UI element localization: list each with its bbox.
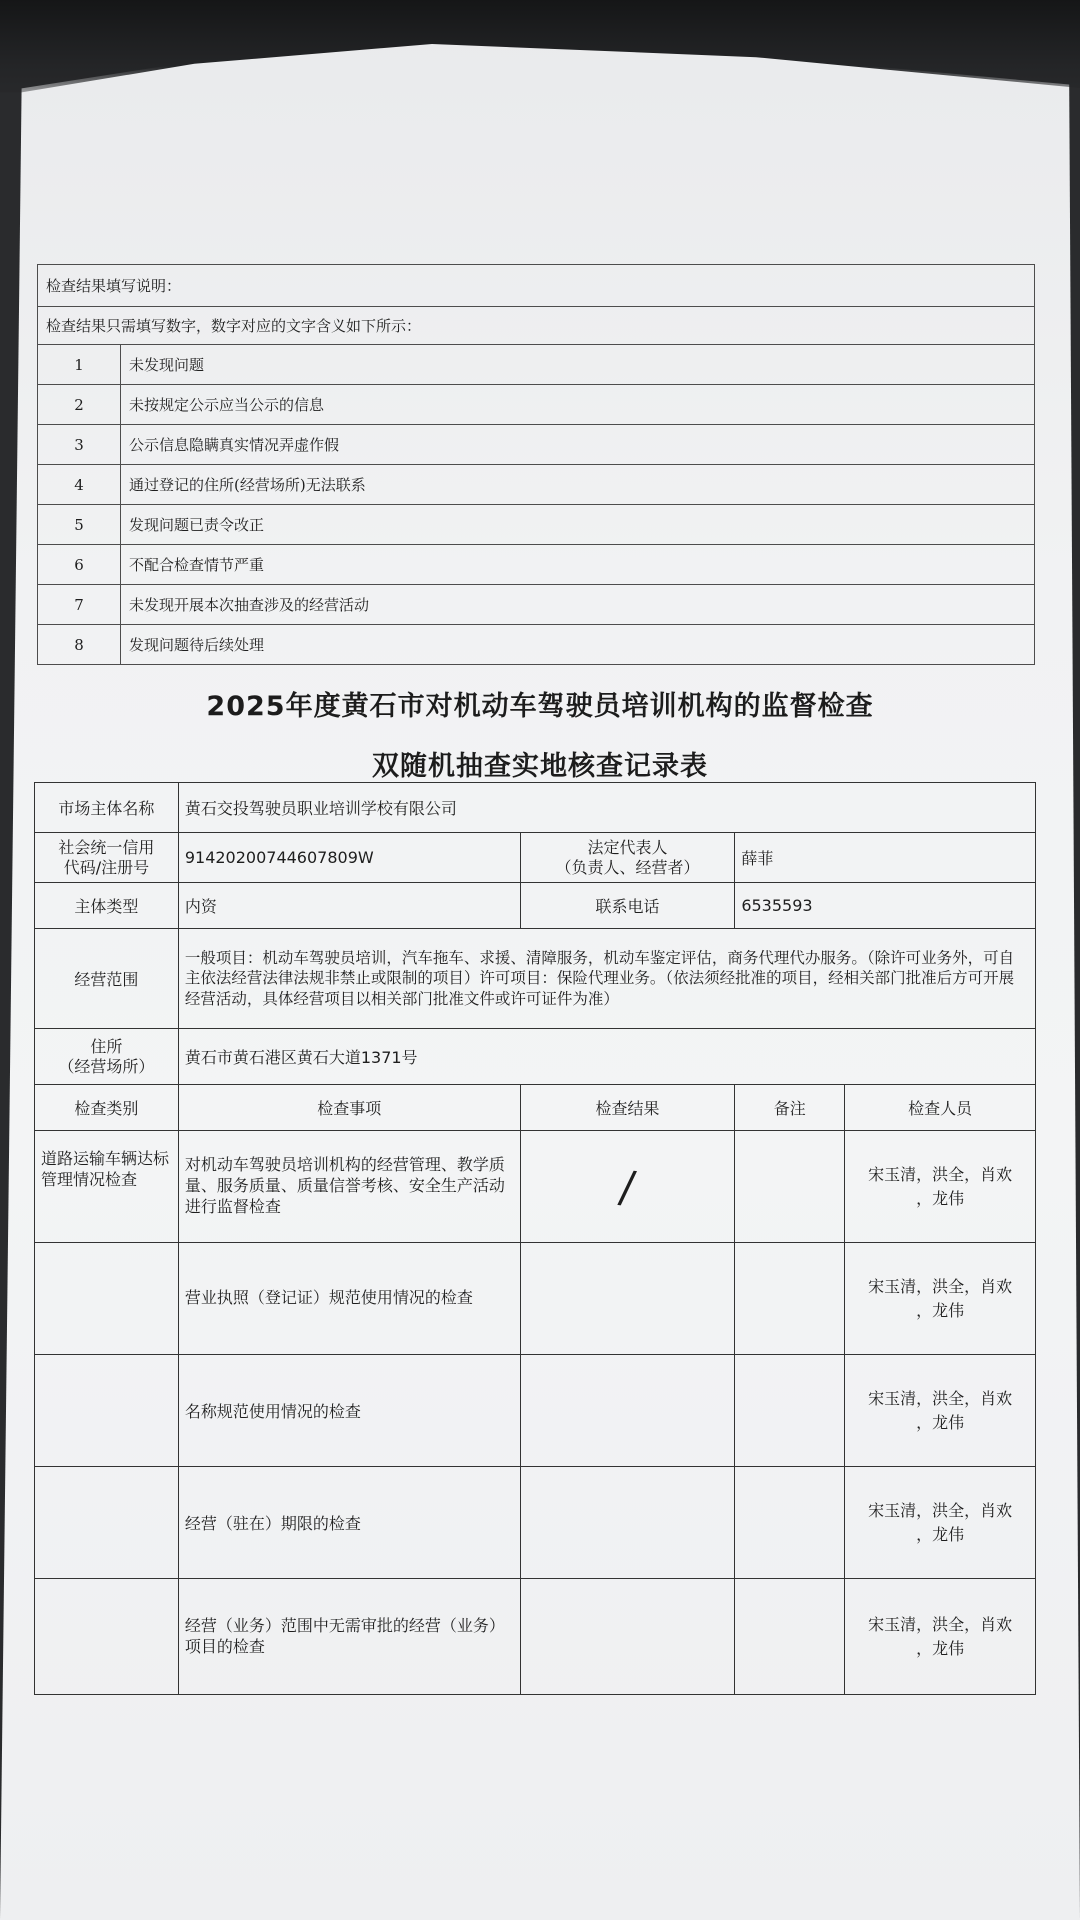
inspection-result-mark: / (513, 1116, 741, 1257)
legal-rep-label-line: （负责人、经营者） (555, 857, 700, 877)
inspection-result (520, 1579, 735, 1695)
legend-number: 2 (38, 385, 121, 425)
inspectors-cell (845, 1131, 1036, 1243)
legend-row (38, 585, 1035, 625)
credit-code-value: 91420200744607809W (178, 833, 520, 883)
inspectors-line: ，龙伟 (916, 1638, 965, 1658)
legend-number: 1 (38, 345, 121, 385)
legend-row (38, 625, 1035, 665)
legend-number: 3 (38, 425, 121, 465)
legend-number: 7 (38, 585, 121, 625)
inspection-remark (735, 1243, 845, 1355)
credit-code-label (35, 833, 179, 883)
inspection-result (520, 1467, 735, 1579)
table-row (35, 1243, 1036, 1355)
inspection-result (520, 1243, 735, 1355)
legend-row (38, 385, 1035, 425)
legal-rep-value: 薛菲 (735, 833, 1036, 883)
credit-code-label-line: 社会统一信用 (58, 838, 155, 858)
inspection-record-table (34, 782, 1036, 1695)
inspection-item: 营业执照（登记证）规范使用情况的检查 (178, 1243, 520, 1355)
legend-meaning: 发现问题已责令改正 (121, 505, 1035, 545)
entity-name-value: 黄石交投驾驶员职业培训学校有限公司 (178, 783, 1035, 833)
legend-meaning: 通过登记的住所(经营场所)无法联系 (121, 465, 1035, 505)
result-legend-table (37, 264, 1035, 665)
table-row (35, 1355, 1036, 1467)
inspection-category: 道路运输车辆达标管理情况检查 (35, 1131, 179, 1243)
credit-code-label-line: 代码/注册号 (63, 857, 150, 877)
inspectors-cell (845, 1467, 1036, 1579)
business-scope-label: 经营范围 (35, 929, 179, 1029)
inspection-item: 名称规范使用情况的检查 (178, 1355, 520, 1467)
legend-instruction: 检查结果只需填写数字，数字对应的文字含义如下所示： (38, 307, 1035, 345)
column-header-inspectors: 检查人员 (845, 1085, 1036, 1131)
entity-name-label: 市场主体名称 (35, 783, 179, 833)
legal-rep-label (520, 833, 735, 883)
column-header-result: 检查结果 (520, 1085, 735, 1131)
inspectors-line: 宋玉清，洪全，肖欢 (868, 1389, 1013, 1409)
inspection-category-empty (35, 1243, 179, 1355)
inspection-category-empty (35, 1579, 179, 1695)
legend-row (38, 345, 1035, 385)
inspectors-cell (845, 1579, 1036, 1695)
inspection-category-empty (35, 1467, 179, 1579)
inspection-remark (735, 1467, 845, 1579)
table-row (35, 1467, 1036, 1579)
inspection-remark (735, 1579, 845, 1695)
address-label (35, 1029, 179, 1085)
legend-row (38, 505, 1035, 545)
inspection-remark (735, 1355, 845, 1467)
legend-number: 6 (38, 545, 121, 585)
column-header-item: 检查事项 (178, 1085, 520, 1131)
legend-meaning: 未发现问题 (121, 345, 1035, 385)
business-scope-value: 一般项目：机动车驾驶员培训，汽车拖车、求援、清障服务，机动车鉴定评估，商务代理代办服务。（除许可业务外，可自主依法经营法律法规非禁止或限制的项目）许可项目：保险代理业务。（依法须经批准的项目，经相关部门批准后方可开展经营活动，具体经营项目以相关部门批准文件或许可证件为准） (178, 929, 1035, 1029)
inspectors-line: ，龙伟 (916, 1524, 965, 1544)
address-label-line: （经营场所） (58, 1056, 155, 1076)
legend-meaning: 未发现开展本次抽查涉及的经营活动 (121, 585, 1035, 625)
legend-meaning: 公示信息隐瞒真实情况弄虚作假 (121, 425, 1035, 465)
phone-value: 6535593 (735, 883, 1036, 929)
address-value: 黄石市黄石港区黄石大道1371号 (178, 1029, 1035, 1085)
legend-heading: 检查结果填写说明： (38, 265, 1035, 307)
inspection-item: 对机动车驾驶员培训机构的经营管理、教学质量、服务质量、质量信誉考核、安全生产活动进行监督检查 (178, 1131, 520, 1243)
inspectors-line: 宋玉清，洪全，肖欢 (868, 1501, 1013, 1521)
inspectors-line: ，龙伟 (916, 1412, 965, 1432)
inspectors-cell (845, 1243, 1036, 1355)
address-label-line: 住所 (90, 1037, 123, 1057)
legend-number: 8 (38, 625, 121, 665)
table-row (35, 1131, 1036, 1243)
inspectors-line: 宋玉清，洪全，肖欢 (868, 1277, 1013, 1297)
inspection-category-empty (35, 1355, 179, 1467)
legend-row (38, 545, 1035, 585)
entity-type-label: 主体类型 (35, 883, 179, 929)
legend-number: 5 (38, 505, 121, 545)
inspectors-line: 宋玉清，洪全，肖欢 (868, 1165, 1013, 1185)
inspectors-cell (845, 1355, 1036, 1467)
inspectors-line: 宋玉清，洪全，肖欢 (868, 1615, 1013, 1635)
document-title: 2025年度黄石市对机动车驾驶员培训机构的监督检查 (206, 691, 874, 722)
inspectors-line: ，龙伟 (916, 1300, 965, 1320)
table-row (35, 1579, 1036, 1695)
legend-meaning: 发现问题待后续处理 (121, 625, 1035, 665)
legend-meaning: 未按规定公示应当公示的信息 (121, 385, 1035, 425)
legend-row (38, 465, 1035, 505)
entity-type-value: 内资 (178, 883, 520, 929)
column-header-category: 检查类别 (35, 1085, 179, 1131)
legend-number: 4 (38, 465, 121, 505)
inspectors-line: ，龙伟 (916, 1188, 965, 1208)
inspection-remark (735, 1131, 845, 1243)
inspection-item: 经营（驻在）期限的检查 (178, 1467, 520, 1579)
phone-label: 联系电话 (520, 883, 735, 929)
inspection-result (520, 1355, 735, 1467)
document-subtitle: 双随机抽查实地核查记录表 (372, 751, 708, 782)
legal-rep-label-line: 法定代表人 (587, 838, 668, 858)
legend-meaning: 不配合检查情节严重 (121, 545, 1035, 585)
legend-row (38, 425, 1035, 465)
column-header-remark: 备注 (735, 1085, 845, 1131)
inspection-item: 经营（业务）范围中无需审批的经营（业务）项目的检查 (178, 1579, 520, 1695)
